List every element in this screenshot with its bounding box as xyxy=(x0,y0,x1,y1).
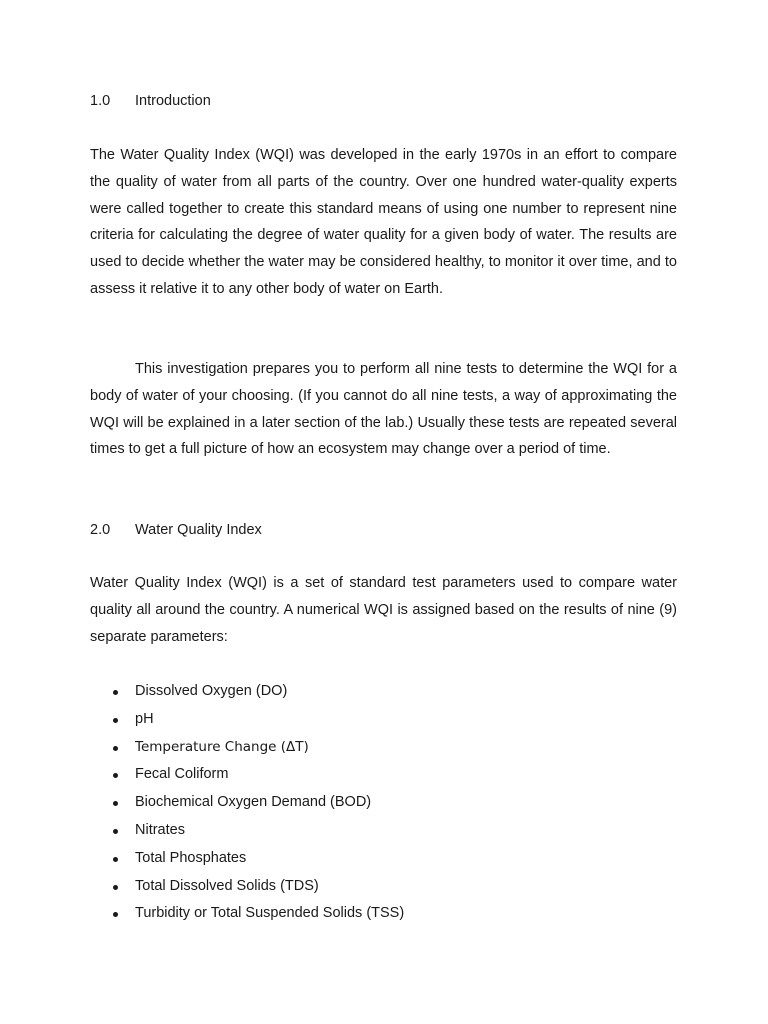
section-title: Introduction xyxy=(135,93,211,109)
bullet-icon xyxy=(113,912,118,917)
list-item: pH xyxy=(90,706,404,734)
bullet-icon xyxy=(113,746,118,751)
wqi-paragraph: Water Quality Index (WQI) is a set of standard test parameters used to compare water quality all around the country. A numerical WQI is assigned based on the results of nine (9) separate parameters: xyxy=(90,575,677,645)
list-item: Total Phosphates xyxy=(90,845,404,873)
intro-paragraph-2: This investigation prepares you to perform all nine tests to determine the WQI for a body of water of your choosing. (If you cannot do all nine tests, a way of approximating the WQI will be explained in a later section of the lab.) Usually these tests are repeated several times to get a full picture of how an ecosystem may change over a period of time. xyxy=(90,361,677,458)
list-item: Fecal Coliform xyxy=(90,761,404,789)
section-heading-water-quality-index xyxy=(90,520,262,540)
section-title: Water Quality Index xyxy=(135,522,262,538)
bullet-icon xyxy=(113,718,118,723)
bullet-icon xyxy=(113,801,118,806)
bullet-icon xyxy=(113,885,118,890)
parameter-list xyxy=(90,678,404,928)
bullet-icon xyxy=(113,773,118,778)
bullet-icon xyxy=(113,829,118,834)
list-item: Nitrates xyxy=(90,817,404,845)
intro-paragraph-1: The Water Quality Index (WQI) was developed in the early 1970s in an effort to compare the quality of water from all parts of the country. Over one hundred water-quality experts were called together to create this standard means of using one number to represent nine criteria for calculating the degree of water quality for a given body of water. The results are used to decide whether the water may be considered healthy, to monitor it over time, and to assess it relative it to any other body of water on Earth. xyxy=(90,147,677,297)
bullet-icon xyxy=(113,690,118,695)
section-number: 2.0 xyxy=(90,522,111,538)
list-item: Biochemical Oxygen Demand (BOD) xyxy=(90,789,404,817)
list-item: Turbidity or Total Suspended Solids (TSS) xyxy=(90,900,404,928)
list-item: Total Dissolved Solids (TDS) xyxy=(90,873,404,901)
section-heading-introduction xyxy=(90,91,211,111)
list-item: Temperature Change (ΔT) xyxy=(90,734,404,762)
list-item: Dissolved Oxygen (DO) xyxy=(90,678,404,706)
bullet-icon xyxy=(113,857,118,862)
section-number: 1.0 xyxy=(90,93,111,109)
